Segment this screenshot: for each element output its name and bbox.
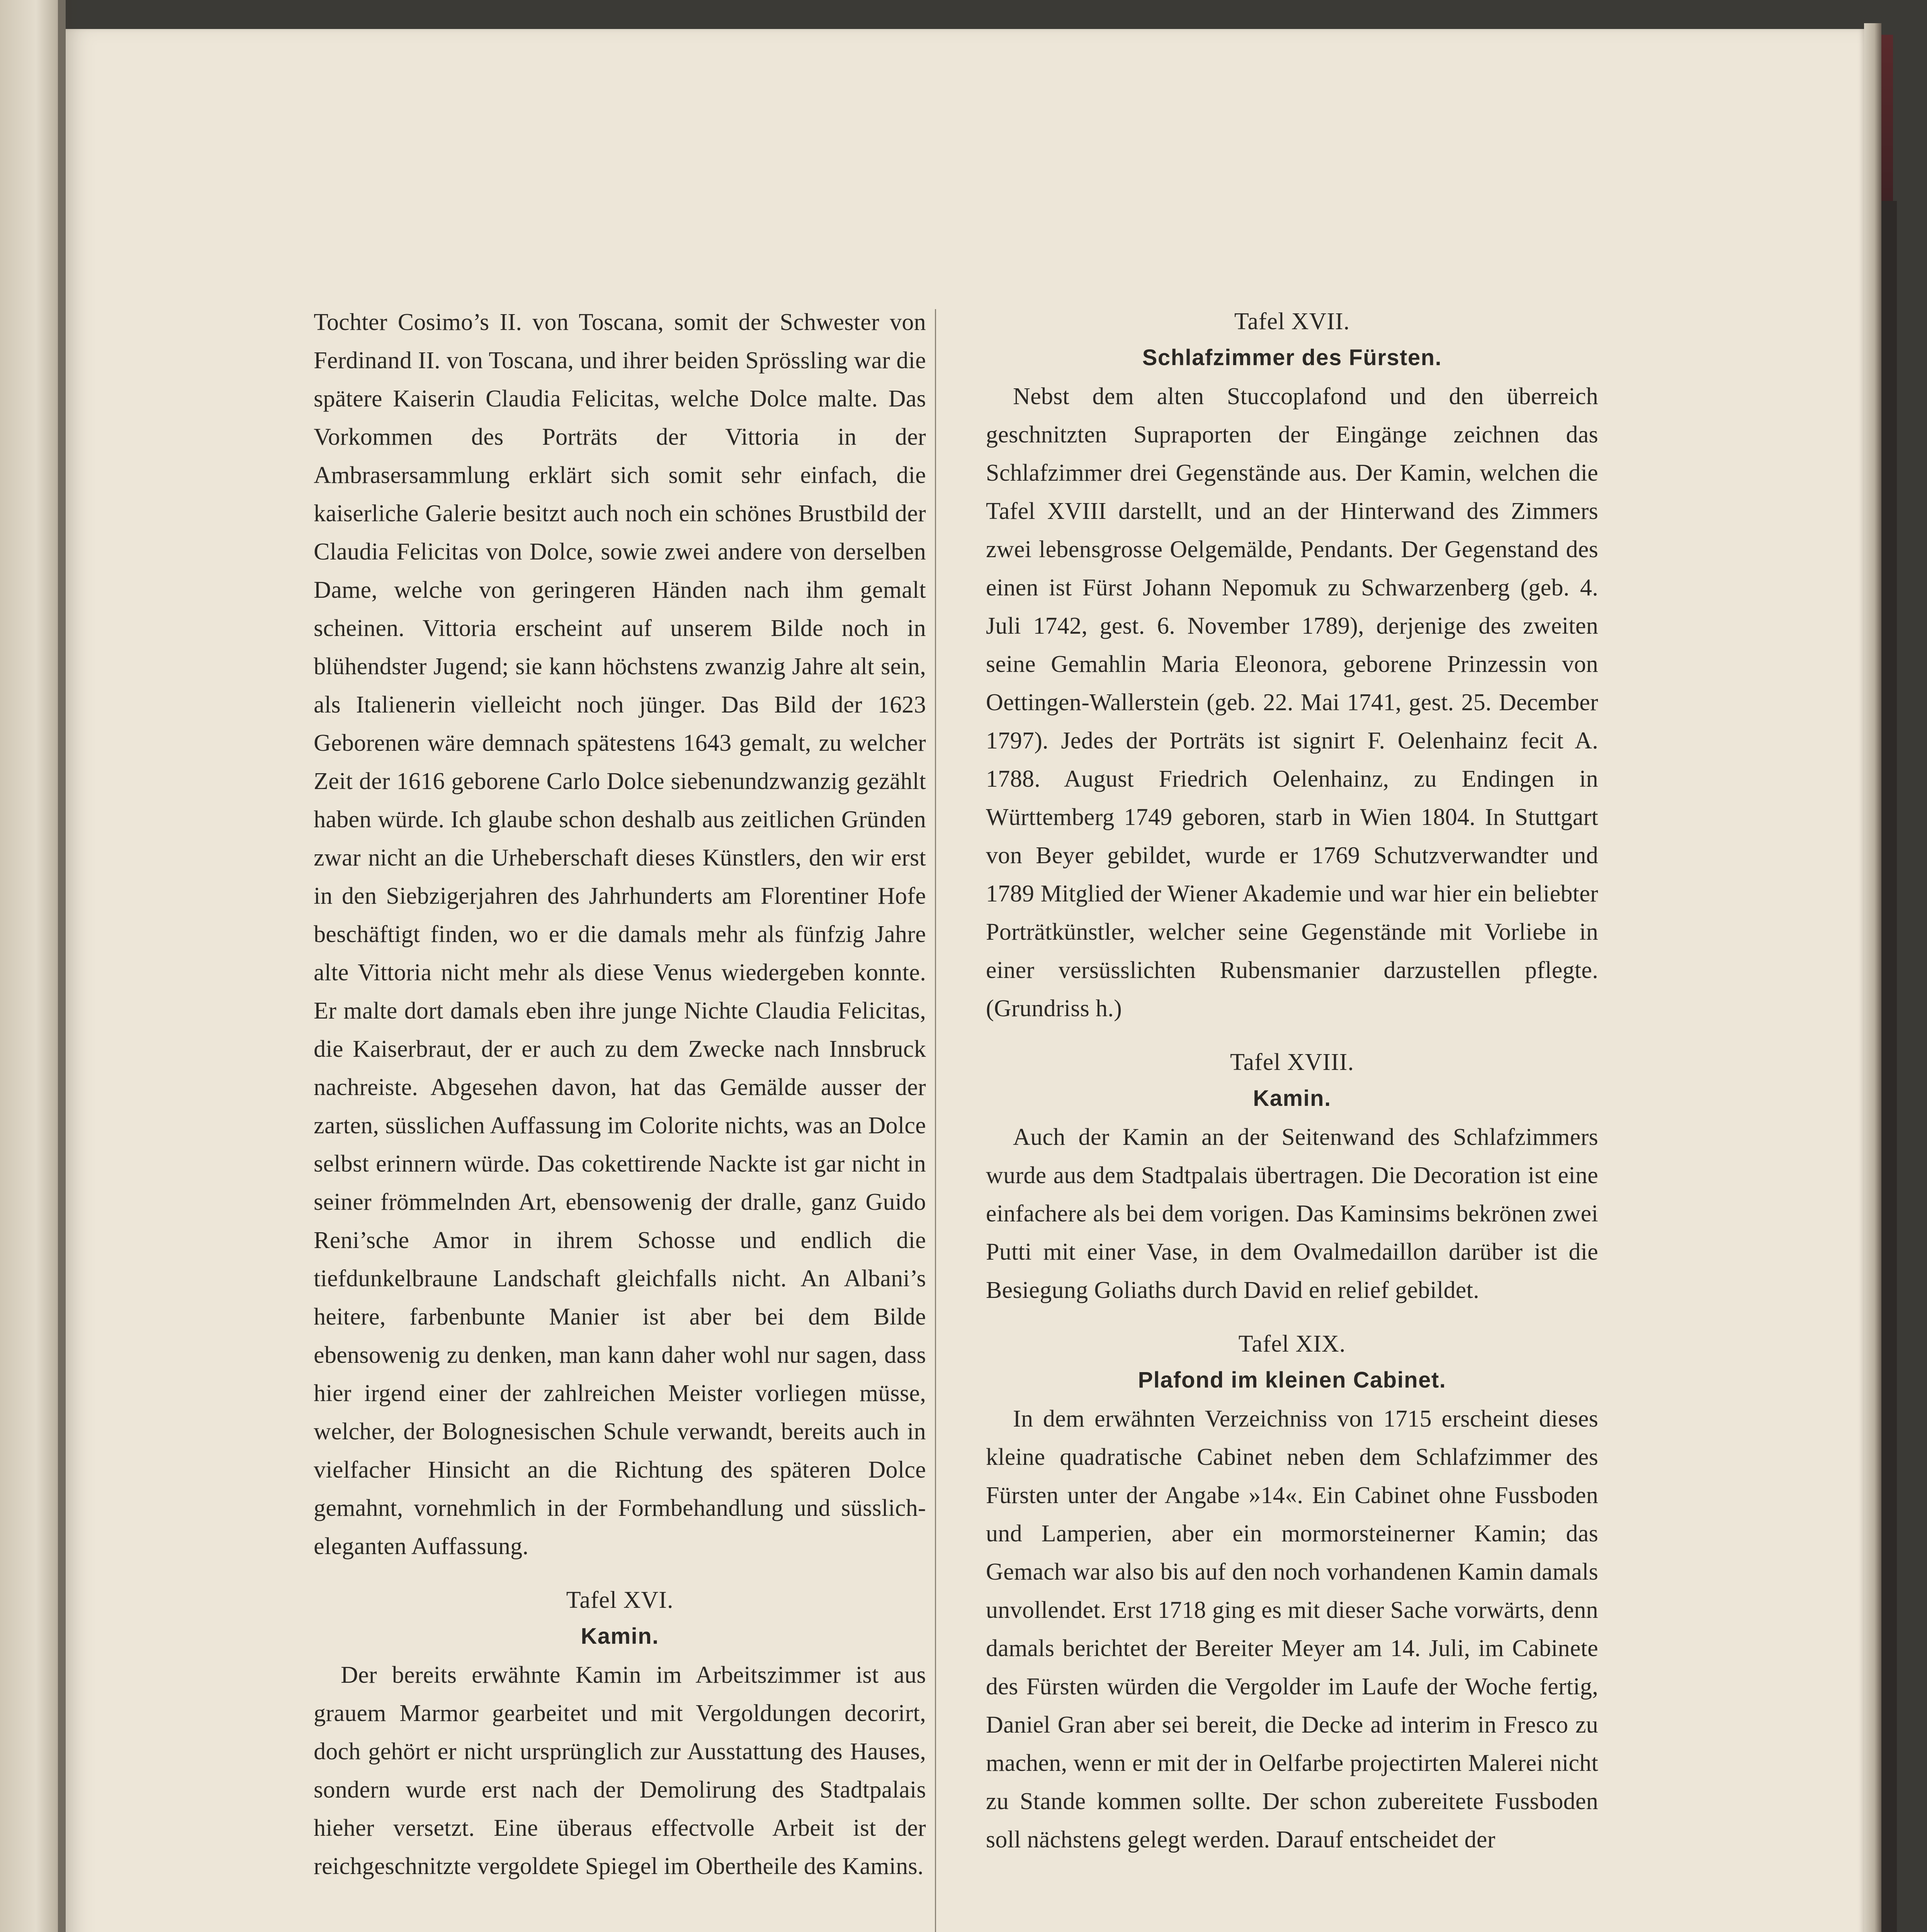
book-cover-edge [1881, 201, 1897, 1932]
body-paragraph: Tochter Cosimo’s II. von Toscana, somit der Schwester von Ferdinand II. von Toscana, und ihrer beiden Sprössling war die spätere Kaiserin Claudia Felicitas, welche Dolce malte. Das Vorkommen des Porträts der Vittoria in der Ambrasersammlung erklärt sich somit sehr einfach, die kaiserliche Galerie besitzt auch noch ein schönes Brustbild der Claudia Felicitas von Dolce, sowie zwei andere von derselben Dame, welche von geringeren Händen nach ihm gemalt scheinen. Vittoria erscheint auf unserem Bilde noch in blühendster Jugend; sie kann höchstens zwanzig Jahre alt sein, als Italienerin vielleicht noch jünger. Das Bild der 1623 Geborenen wäre demnach spätestens 1643 gemalt, zu welcher Zeit der 1616 geborene Carlo Dolce siebenundzwanzig gezählt haben würde. Ich glaube schon deshalb aus zeitlichen Gründen zwar nicht an die Urheberschaft dieses Künstlers, den wir erst in den Siebzigerjahren des Jahrhunderts am Florentiner Hofe beschäftigt finden, wo er die damals mehr als fünfzig Jahre alte Vittoria nicht mehr als diese Venus wiedergeben konnte. Er malte dort damals eben ihre junge Nichte Claudia Felicitas, die Kaiserbraut, der er auch zu dem Zwecke nach Innsbruck nachreiste. Abgesehen davon, hat das Gemälde ausser der zarten, süsslichen Auffassung im Colorite nichts, was an Dolce selbst erinnern würde. Das cokettirende Nackte ist gar nicht in seiner frömmelnden Art, ebensowenig der dralle, ganz Guido Reni’sche Amor in ihrem Schosse und endlich die tiefdunkelbraune Landschaft gleichfalls nicht. An Albani’s heitere, farbenbunte Manier ist aber bei dem Bilde ebensowenig zu denken, man kann daher wohl nur sagen, dass hier irgend einer der zahlreichen Meister vorliegen müsse, welcher, der Bolognesischen Schule verwandt, bereits auch in vielfacher Hinsicht an die Richtung des späteren Dolce gemahnt, vornehmlich in der Formbehandlung und süsslich-eleganten Auffassung. [314, 309, 926, 1560]
section-heading: Kamin. [1253, 1086, 1331, 1111]
plate-number: Tafel XVII. [1234, 308, 1350, 335]
section-heading: Kamin. [581, 1624, 659, 1649]
left-column [314, 303, 926, 1932]
column-divider [935, 309, 936, 1932]
section-paragraph: Nebst dem alten Stuccoplafond und den überreich geschnitzten Supraporten der Eingänge zeichnen das Schlafzimmer drei Gegenstände aus. Der Kamin, welchen die Tafel XVIII darstellt, und an der Hinterwand des Zimmers zwei lebensgrosse Oelgemälde, Pendants. Der Gegenstand des einen ist Fürst Johann Nepomuk zu Schwarzenberg (geb. 4. Juli 1742, gest. 6. November 1789), derjenige des zweiten seine Gemahlin Maria Eleonora, geborene Prinzessin von Oettingen-Wallerstein (geb. 22. Mai 1741, gest. 25. December 1797). Jedes der Porträts ist signirt F. Oelenhainz fecit A. 1788. August Friedrich Oelenhainz, zu Endingen in Württemberg 1749 geboren, starb in Wien 1804. In Stuttgart von Beyer gebildet, wurde er 1769 Schutzverwandter und 1789 Mitglied der Wiener Akademie und war hier ein beliebter Porträtkünstler, welcher seine Gegenstände mit Vorliebe in einer versüsslichten Rubensmanier darzustellen pflegte. (Grundriss h.) [986, 383, 1598, 1022]
section-paragraph: Der bereits erwähnte Kamin im Arbeitszimmer ist aus grauem Marmor gearbeitet und mit Vergoldungen decorirt, doch gehört er nicht ursprünglich zur Ausstattung des Hauses, sondern wurde erst nach der Demolirung des Stadtpalais hieher versetzt. Eine überaus effectvolle Arbeit ist der reichgeschnitzte vergoldete Spiegel im Obertheile des Kamins. [314, 1662, 926, 1879]
plate-number: Tafel XVI. [566, 1587, 674, 1613]
previous-page-edge [0, 0, 66, 1932]
plate-number: Tafel XIX. [1238, 1331, 1346, 1357]
section-heading: Schlafzimmer des Fürsten. [1142, 345, 1442, 370]
section-paragraph: In dem erwähnten Verzeichniss von 1715 erscheint dieses kleine quadratische Cabinet neben dem Schlafzimmer des Fürsten unter der Angabe »14«. Ein Cabinet ohne Fussboden und Lamperien, aber ein mormorsteinerner Kamin; das Gemach war also bis auf den noch vorhandenen Kamin damals unvollendet. Erst 1718 ging es mit dieser Sache vorwärts, denn damals berichtet der Bereiter Meyer am 14. Juli, im Cabinete des Fürsten würden die Vergolder im Laufe der Woche fertig, Daniel Gran aber sei bereit, die Decke ad interim in Fresco zu machen, wenn er mit der in Oelfarbe projectirten Malerei nicht zu Stande kommen sollte. Der schon zubereitete Fussboden soll nächstens gelegt werden. Darauf entscheidet der [986, 1406, 1598, 1853]
page-stack-edge [1864, 23, 1881, 1932]
section-paragraph: Auch der Kamin an der Seitenwand des Schlafzimmers wurde aus dem Stadtpalais übertragen. Die Decoration ist eine einfachere als bei dem vorigen. Das Kaminsims bekrönen zwei Putti mit einer Vase, in dem Ovalmedaillon darüber ist die Besiegung Goliaths durch David en relief gebildet. [986, 1124, 1598, 1303]
plate-number: Tafel XVIII. [1230, 1049, 1354, 1075]
section-heading: Plafond im kleinen Cabinet. [1138, 1367, 1446, 1393]
right-column [986, 303, 1598, 1932]
